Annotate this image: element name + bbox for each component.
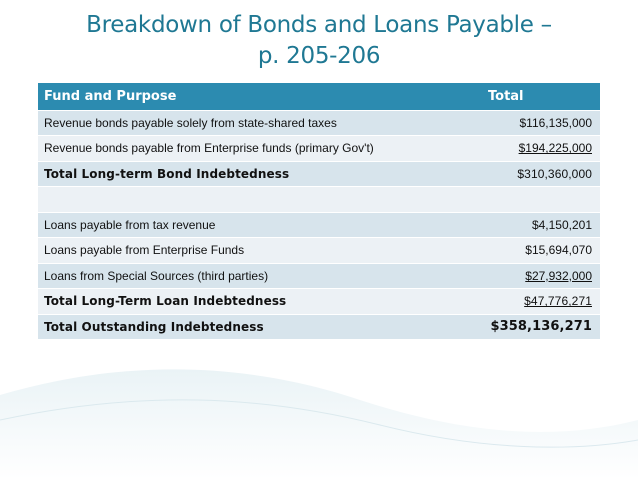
row-label: Loans from Special Sources (third parties) — [38, 263, 474, 289]
table-row — [38, 110, 600, 136]
row-total-amount: $194,225,000 — [518, 141, 592, 156]
row-total-value — [474, 238, 600, 264]
row-label: Revenue bonds payable from Enterprise funds (primary Gov't) — [38, 136, 474, 162]
row-total-amount: $358,136,271 — [490, 319, 592, 335]
row-total-amount: $116,135,000 — [519, 115, 592, 130]
row-total-value — [474, 161, 600, 187]
spacer-row — [38, 187, 600, 213]
table-body — [38, 110, 600, 340]
table-row — [38, 212, 600, 238]
row-total-value — [474, 289, 600, 315]
row-total-amount: $310,360,000 — [517, 166, 592, 181]
row-label: Total Outstanding Indebtedness — [38, 314, 474, 340]
row-total-amount: $27,932,000 — [525, 268, 592, 283]
row-label: Loans payable from Enterprise Funds — [38, 238, 474, 264]
row-total-amount: $15,694,070 — [525, 243, 592, 258]
row-total-amount: $4,150,201 — [531, 217, 592, 232]
row-total-value — [474, 263, 600, 289]
slide-title — [0, 10, 638, 72]
table-row — [38, 136, 600, 162]
row-total-value — [474, 314, 600, 340]
row-label: Revenue bonds payable solely from state-shared taxes — [38, 110, 474, 136]
header-fund-and-purpose: Fund and Purpose — [38, 83, 474, 110]
table-row — [38, 263, 600, 289]
header-total: Total — [474, 83, 600, 110]
table-row — [38, 289, 600, 315]
row-label: Loans payable from tax revenue — [38, 212, 474, 238]
table-row — [38, 314, 600, 340]
table-header-row — [38, 83, 600, 110]
bonds-loans-table — [38, 83, 600, 340]
table-row — [38, 161, 600, 187]
row-total-amount: $47,776,271 — [524, 294, 592, 309]
slide-title-line-1: Breakdown of Bonds and Loans Payable – — [86, 12, 552, 38]
row-total-value — [474, 212, 600, 238]
row-label: Total Long-Term Loan Indebtedness — [38, 289, 474, 315]
row-total-value — [474, 110, 600, 136]
row-label: Total Long-term Bond Indebtedness — [38, 161, 474, 187]
row-total-value — [474, 136, 600, 162]
row-total-value — [474, 187, 600, 213]
table-row — [38, 238, 600, 264]
slide-title-line-2: p. 205-206 — [257, 43, 381, 69]
row-label — [38, 187, 474, 213]
